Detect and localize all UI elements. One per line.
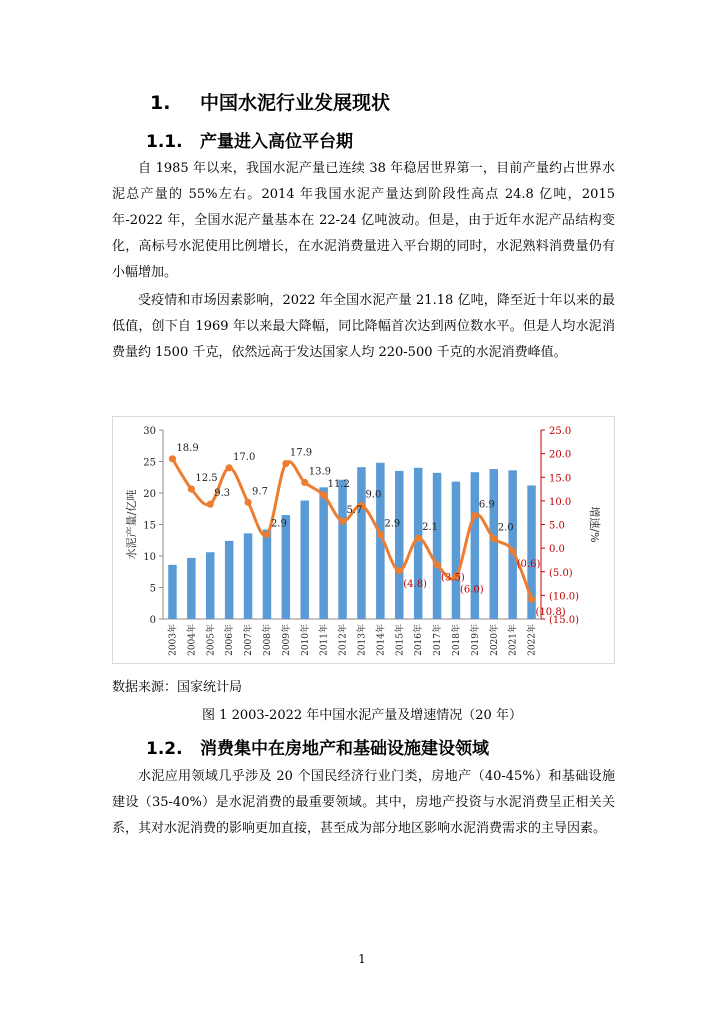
growth-point (282, 460, 289, 467)
x-tick-label: 2014年 (376, 624, 387, 656)
growth-point (207, 501, 214, 508)
y2-tick-label: (10.0) (549, 591, 580, 603)
growth-data-label: (10.8) (535, 607, 566, 619)
growth-data-label: 2.9 (384, 518, 401, 530)
growth-point (169, 455, 176, 462)
bar (282, 515, 291, 619)
growth-data-label: 11.2 (327, 479, 350, 491)
bar (489, 469, 498, 619)
y2-tick-label: (5.0) (549, 567, 573, 579)
growth-point (528, 596, 535, 603)
growth-data-label: 17.9 (289, 447, 313, 459)
bar (433, 473, 442, 619)
growth-point (244, 499, 251, 506)
x-tick-label: 2012年 (338, 624, 349, 656)
section-1-heading (150, 88, 390, 115)
growth-point (226, 464, 233, 471)
growth-data-label: (3.5) (441, 572, 465, 584)
bar (338, 480, 347, 619)
bar (319, 487, 328, 619)
bar (357, 467, 366, 619)
x-tick-label: 2016年 (414, 624, 425, 656)
x-tick-label: 2011年 (319, 624, 330, 656)
growth-data-label: 2.1 (422, 522, 439, 534)
paragraph: 自 1985 年以来，我国水泥产量已连续 38 年稳居世界第一，目前产量约占世界水泥总产量的 55%左右。2014 年我国水泥产量达到阶段性高点 24.8 亿吨，2015 年-2022 年，全国水泥产量基本在 22-24 亿吨波动。但是，由于近年水泥产品结构变化，高标号水泥使用比例增长，在水泥消费量进入平台期的同时，水泥熟料消费量仍有小幅增加。 (112, 161, 615, 280)
growth-point (433, 561, 440, 568)
section-1-1-heading (146, 127, 353, 152)
x-tick-label: 2022年 (527, 624, 538, 656)
paragraph: 水泥应用领域几乎涉及 20 个国民经济行业门类，房地产（40-45%）和基础设施建设（35-40%）是水泥消费的最重要领域。其中，房地产投资与水泥消费呈正相关关系，其对水泥消费的影响更加直接，甚至成为部分地区影响水泥消费需求的主导因素。 (112, 769, 615, 836)
section-title: 中国水泥行业发展现状 (200, 92, 391, 114)
growth-point (188, 485, 195, 492)
bar (244, 533, 253, 619)
bar (300, 501, 309, 619)
bar (508, 470, 517, 619)
y-tick-label: 0 (149, 615, 156, 626)
growth-data-label: (6.0) (459, 584, 484, 596)
growth-data-label: (4.8) (403, 578, 427, 590)
section-number: 1. (150, 92, 171, 114)
bar (225, 541, 234, 619)
growth-point (339, 518, 346, 525)
x-tick-label: 2015年 (395, 624, 406, 656)
bar (168, 565, 177, 619)
y-tick-label: 20 (143, 489, 156, 500)
growth-data-label: 5.7 (346, 505, 363, 517)
growth-point (509, 547, 516, 554)
growth-data-label: (0.6) (516, 558, 541, 570)
section-number: 1.1. (146, 132, 183, 152)
y-axis-title: 水泥产量/亿吨 (125, 489, 138, 560)
x-tick-label: 2017年 (433, 624, 444, 656)
x-tick-label: 2009年 (281, 624, 292, 656)
y2-tick-label: 20.0 (549, 449, 572, 461)
section-1-2-heading (146, 734, 489, 759)
x-tick-label: 2010年 (300, 624, 311, 656)
page-number: 1 (358, 952, 366, 966)
y2-axis-title: 增速/% (588, 506, 601, 543)
y2-tick-label: 0.0 (549, 544, 565, 556)
growth-data-label: 9.3 (214, 488, 231, 500)
x-tick-label: 2004年 (187, 624, 198, 656)
x-tick-label: 2008年 (262, 624, 273, 656)
bar (471, 472, 480, 619)
paragraph: 受疫情和市场因素影响，2022 年全国水泥产量 21.18 亿吨，降至近十年以来的最低值，创下自 1969 年以来最大降幅，同比降幅首次达到两位数水平。但是人均水泥消费量约 1500 千克，依然远高于发达国家人均 220-500 千克的水泥消费峰值。 (112, 293, 615, 360)
x-tick-label: 2007年 (244, 624, 255, 656)
bar (187, 558, 196, 619)
x-tick-label: 2006年 (225, 624, 236, 656)
production-chart (112, 416, 615, 664)
y2-tick-label: 5.0 (549, 520, 565, 532)
section-title: 产量进入高位平台期 (200, 132, 353, 152)
x-tick-label: 2019年 (470, 624, 481, 656)
growth-point (490, 535, 497, 542)
section-number: 1.2. (146, 739, 183, 759)
growth-point (301, 479, 308, 486)
y2-tick-label: 25.0 (549, 426, 572, 437)
growth-point (471, 512, 478, 519)
y-tick-label: 10 (143, 552, 156, 563)
growth-data-label: 9.7 (252, 486, 268, 498)
y2-tick-label: (15.0) (549, 615, 580, 626)
chart-svg (113, 417, 614, 663)
bar (395, 471, 404, 619)
y2-tick-label: 10.0 (549, 496, 572, 508)
x-tick-label: 2013年 (357, 624, 368, 656)
x-tick-label: 2020年 (489, 624, 500, 656)
growth-data-label: 2.9 (270, 518, 287, 530)
growth-data-label: 2.0 (497, 522, 514, 534)
y-tick-label: 25 (143, 457, 156, 469)
y-tick-label: 5 (149, 583, 156, 595)
y-tick-label: 30 (143, 426, 156, 437)
growth-point (377, 531, 384, 538)
growth-data-label: 6.9 (478, 499, 495, 511)
figure-caption: 图 1 2003-2022 年中国水泥产量及增速情况（20 年） (202, 708, 522, 723)
bar (206, 552, 215, 619)
x-tick-label: 2021年 (508, 624, 519, 656)
bar (452, 482, 461, 619)
growth-point (396, 567, 403, 574)
section-title: 消费集中在房地产和基础设施建设领域 (200, 739, 489, 759)
data-source: 数据来源：国家统计局 (112, 680, 243, 695)
bar (263, 530, 272, 619)
growth-point (263, 531, 270, 538)
growth-data-label: 18.9 (176, 442, 199, 454)
y-tick-label: 15 (143, 520, 156, 532)
growth-data-label: 9.0 (365, 489, 382, 501)
growth-data-label: 13.9 (308, 466, 332, 478)
y2-tick-label: 15.0 (549, 473, 572, 485)
growth-data-label: 12.5 (195, 473, 218, 485)
growth-data-label: 17.0 (233, 451, 256, 463)
growth-point (320, 492, 327, 499)
x-tick-label: 2005年 (206, 624, 217, 656)
growth-point (415, 535, 422, 542)
x-tick-label: 2018年 (451, 624, 462, 656)
x-tick-label: 2003年 (168, 624, 179, 656)
